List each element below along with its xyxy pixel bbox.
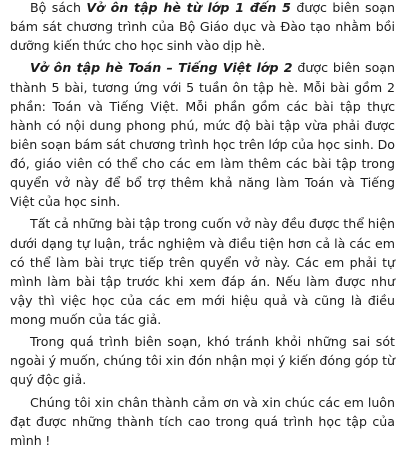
paragraph-exercise-format: Tất cả những bài tập trong cuốn vở này đều được thể hiện dưới dạng tự luận, trắc nghiệm và điều tiện hơn cả là các em có thể làm bài trực tiếp trên quyển vở này. Các em phải tự mình làm bài tập trước khi xem đáp án. Nếu làm được như vậy thì việc học của các em mới hiệu quả và cũng là điều mong muốn của tác giả. [10,216,395,327]
series-title: Vở ôn tập hè từ lớp 1 đến 5 [86,0,291,15]
paragraph-intro [10,0,395,55]
book-title: Vở ôn tập hè Toán – Tiếng Việt lớp 2 [30,60,293,76]
intro-body: được biên soạn bám sát chương trình của Bộ Giáo dục và Đào tạo nhằm bồi dưỡng kiến thức cho học sinh vào dịp hè. [10,0,395,54]
paragraph-book-description [10,58,395,211]
preface-text [10,0,395,453]
paragraph-thanks: Chúng tôi xin chân thành cảm ơn và xin chúc các em luôn đạt được những thành tích cao trong quá trình học tập của mình ! [10,394,395,448]
book-description-body: được biên soạn thành 5 bài, tương ứng với 5 tuần ôn tập hè. Mỗi bài gồm 2 phần: Toán và Tiếng Việt. Mỗi phần gồm các bài tập thực hành có nội dung phong phú, mức độ bài tập vừa phải được biên soạn bám sát chương trình học trên lớp của học sinh. Do đó, giáo viên có thể cho các em làm thêm các bài tập trong quyển vở này để bổ trợ thêm khả năng làm Toán và Tiếng Việt của học sinh. [10,60,395,210]
paragraph-feedback: Trong quá trình biên soạn, khó tránh khỏi những sai sót ngoài ý muốn, chúng tôi xin đón nhận mọi ý kiến đóng góp từ quý độc giả. [10,334,395,388]
intro-prefix: Bộ sách [30,0,87,15]
